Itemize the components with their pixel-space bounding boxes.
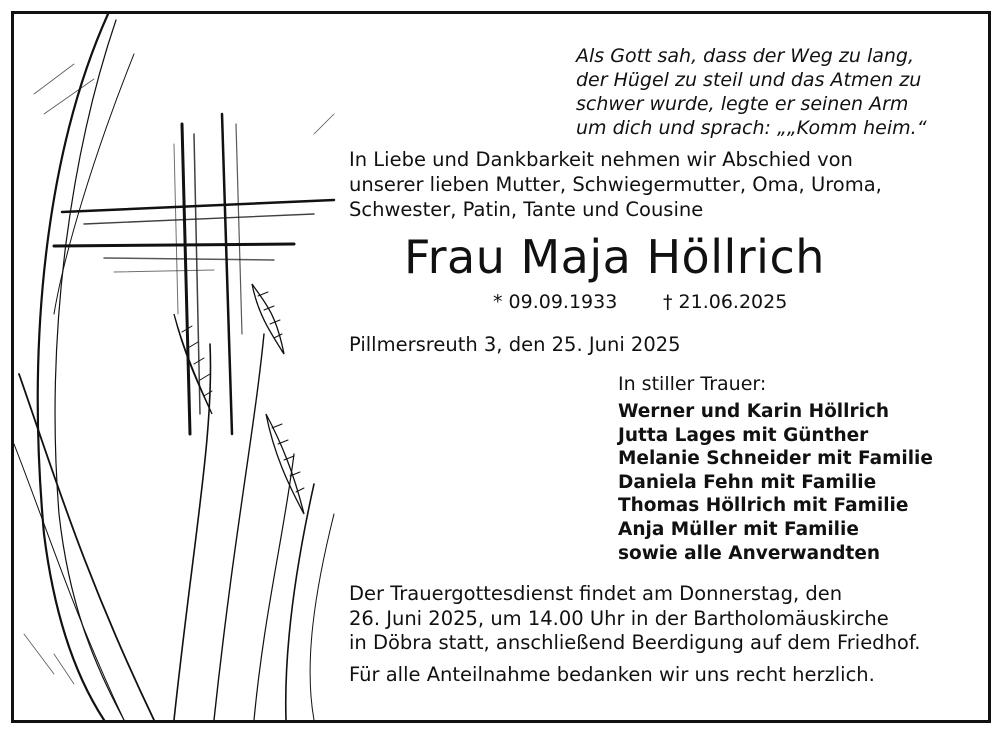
service-line: in Döbra statt, anschließend Beerdigung auf dem Friedhof.	[349, 631, 921, 654]
deceased-name: Frau Maja Höllrich	[404, 230, 825, 284]
mourners-list	[618, 400, 933, 565]
mourning-heading: In stiller Trauer:	[618, 373, 767, 395]
thanks-note: Für alle Anteilnahme bedanken wir uns recht herzlich.	[349, 663, 875, 686]
mourner-name: Daniela Fehn mit Familie	[618, 471, 877, 493]
mourner-name: Werner und Karin Höllrich	[618, 401, 890, 422]
mourner-name: Anja Müller mit Familie	[618, 518, 859, 540]
service-line: Der Trauergottesdienst findet am Donnerstag, den	[349, 582, 843, 605]
cross-with-wheat-icon	[14, 14, 344, 720]
place-date: Pillmersreuth 3, den 25. Juni 2025	[349, 333, 681, 356]
poem	[576, 44, 927, 140]
poem-line: Als Gott sah, dass der Weg zu lang,	[576, 45, 915, 67]
service-line: 26. Juni 2025, um 14.00 Uhr in der Bartholomäuskirche	[349, 606, 889, 630]
intro-line: Schwester, Patin, Tante und Cousine	[349, 198, 704, 221]
poem-line: um dich und sprach: „„Komm heim.“	[576, 117, 927, 139]
mourner-name: Thomas Höllrich mit Familie	[618, 495, 909, 517]
service-info	[349, 582, 921, 656]
intro-line: In Liebe und Dankbarkeit nehmen wir Abschied von	[349, 148, 853, 171]
poem-line: der Hügel zu steil und das Atmen zu	[576, 69, 922, 91]
death-date: † 21.06.2025	[663, 291, 788, 313]
poem-line: schwer wurde, legte er seinen Arm	[576, 93, 909, 115]
mourner-name: Jutta Lages mit Günther	[618, 424, 869, 446]
birth-date: * 09.09.1933	[493, 291, 618, 313]
intro-line: unserer lieben Mutter, Schwiegermutter, Oma, Uroma,	[349, 173, 882, 196]
mourner-name: Melanie Schneider mit Familie	[618, 448, 933, 470]
mourner-name: sowie alle Anverwandten	[618, 542, 881, 564]
intro-text	[349, 147, 882, 222]
